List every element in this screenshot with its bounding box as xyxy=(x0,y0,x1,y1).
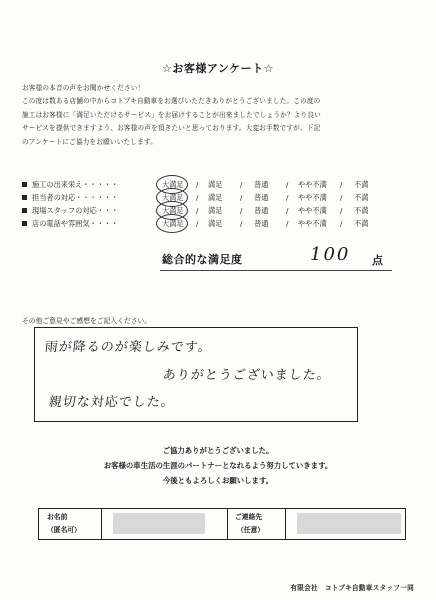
name-label: お名前 xyxy=(47,513,68,521)
option-somewhat-dissatisfied[interactable]: やや不満 xyxy=(298,206,327,215)
intro-line: この度は数ある店舗の中からコトブキ自動車をお選びいただきありがとうございました。この度の xyxy=(22,97,321,106)
intro-line: のアンケートにご協力をお願いいたします。 xyxy=(22,137,157,146)
option-dissatisfied[interactable]: 不満 xyxy=(354,219,369,228)
survey-row: 担当者の対応・・・・・・ 大満足 / 満足 / 普通 / やや不満 / 不満 xyxy=(22,191,422,205)
survey-row: 現場スタッフの対応・・・ 大満足 / 満足 / 普通 / やや不満 / 不満 xyxy=(22,204,422,218)
option-very-satisfied[interactable]: 大満足 xyxy=(162,178,184,192)
footer-company: 有限会社 コトブキ自動車スタッフ一同 xyxy=(290,584,414,592)
option-very-satisfied[interactable]: 大満足 xyxy=(162,204,184,218)
contact-form xyxy=(38,508,406,540)
option-satisfied[interactable]: 満足 xyxy=(208,219,223,228)
option-satisfied[interactable]: 満足 xyxy=(208,193,223,202)
comment-line: ありがとうございました。 xyxy=(162,368,332,383)
option-neutral[interactable]: 普通 xyxy=(254,193,269,202)
survey-row: 店の電話や雰囲気・・・・ 大満足 / 満足 / 普通 / やや不満 / 不満 xyxy=(22,217,422,231)
contact-field[interactable] xyxy=(297,513,401,534)
total-underline xyxy=(160,270,392,271)
thanks-line: ご協力ありがとうございました。 xyxy=(162,446,274,455)
contact-note: （任意） xyxy=(237,526,265,534)
survey-row: 施工の出来栄え・・・・・ 大満足 / 満足 / 普通 / やや不満 / 不満 xyxy=(22,178,422,192)
option-neutral[interactable]: 普通 xyxy=(254,180,269,189)
intro-line: サービスを提供できますよう、お客様の声を頂きたいと思っております。大変お手数ですが、下記 xyxy=(22,124,321,133)
option-dissatisfied[interactable]: 不満 xyxy=(354,180,369,189)
intro-line: 施工はお客様に「満足いただけるサービス」をお届けすることが出来ましたでしょうか？より良い xyxy=(22,110,321,119)
intro-line: お客様の本音の声をお聞かせください！ xyxy=(22,84,145,92)
option-very-satisfied[interactable]: 大満足 xyxy=(162,217,184,231)
question-label: 担当者の対応・・・・・・ xyxy=(22,191,118,205)
thanks-line: 今後ともよろしくお願いします。 xyxy=(162,476,274,485)
total-satisfaction-unit: 点 xyxy=(372,254,383,267)
intro-text xyxy=(22,82,418,149)
name-note: （匿名可） xyxy=(47,526,81,534)
name-field[interactable] xyxy=(113,513,205,534)
thanks-line: お客様の車生活の生涯のパートナーとなれるよう努力していきます。 xyxy=(103,461,333,470)
selected-circle xyxy=(156,214,188,233)
comment-line: 雨が降るのが楽しみです。 xyxy=(44,340,213,355)
comment-line: 親切な対応でした。 xyxy=(48,395,176,410)
total-satisfaction-label: 総合的な満足度 xyxy=(162,253,243,266)
contact-label: ご連絡先 xyxy=(235,513,263,521)
total-satisfaction-value[interactable]: 100 xyxy=(310,244,351,265)
option-very-satisfied[interactable]: 大満足 xyxy=(162,191,184,205)
option-satisfied[interactable]: 満足 xyxy=(208,180,223,189)
option-satisfied[interactable]: 満足 xyxy=(208,206,223,215)
option-somewhat-dissatisfied[interactable]: やや不満 xyxy=(298,219,327,228)
option-neutral[interactable]: 普通 xyxy=(254,219,269,228)
option-neutral[interactable]: 普通 xyxy=(254,206,269,215)
option-somewhat-dissatisfied[interactable]: やや不満 xyxy=(298,180,327,189)
question-label: 現場スタッフの対応・・・ xyxy=(22,204,118,218)
question-label: 店の電話や雰囲気・・・・ xyxy=(22,217,118,231)
question-label: 施工の出来栄え・・・・・ xyxy=(22,178,118,192)
option-somewhat-dissatisfied[interactable]: やや不満 xyxy=(298,193,327,202)
survey-title: ☆お客様アンケート☆ xyxy=(161,62,275,75)
option-dissatisfied[interactable]: 不満 xyxy=(354,193,369,202)
comment-box[interactable] xyxy=(34,327,358,422)
opinion-prompt: その他ご意見やご感想をご記入ください。 xyxy=(22,317,152,325)
option-dissatisfied[interactable]: 不満 xyxy=(354,206,369,215)
